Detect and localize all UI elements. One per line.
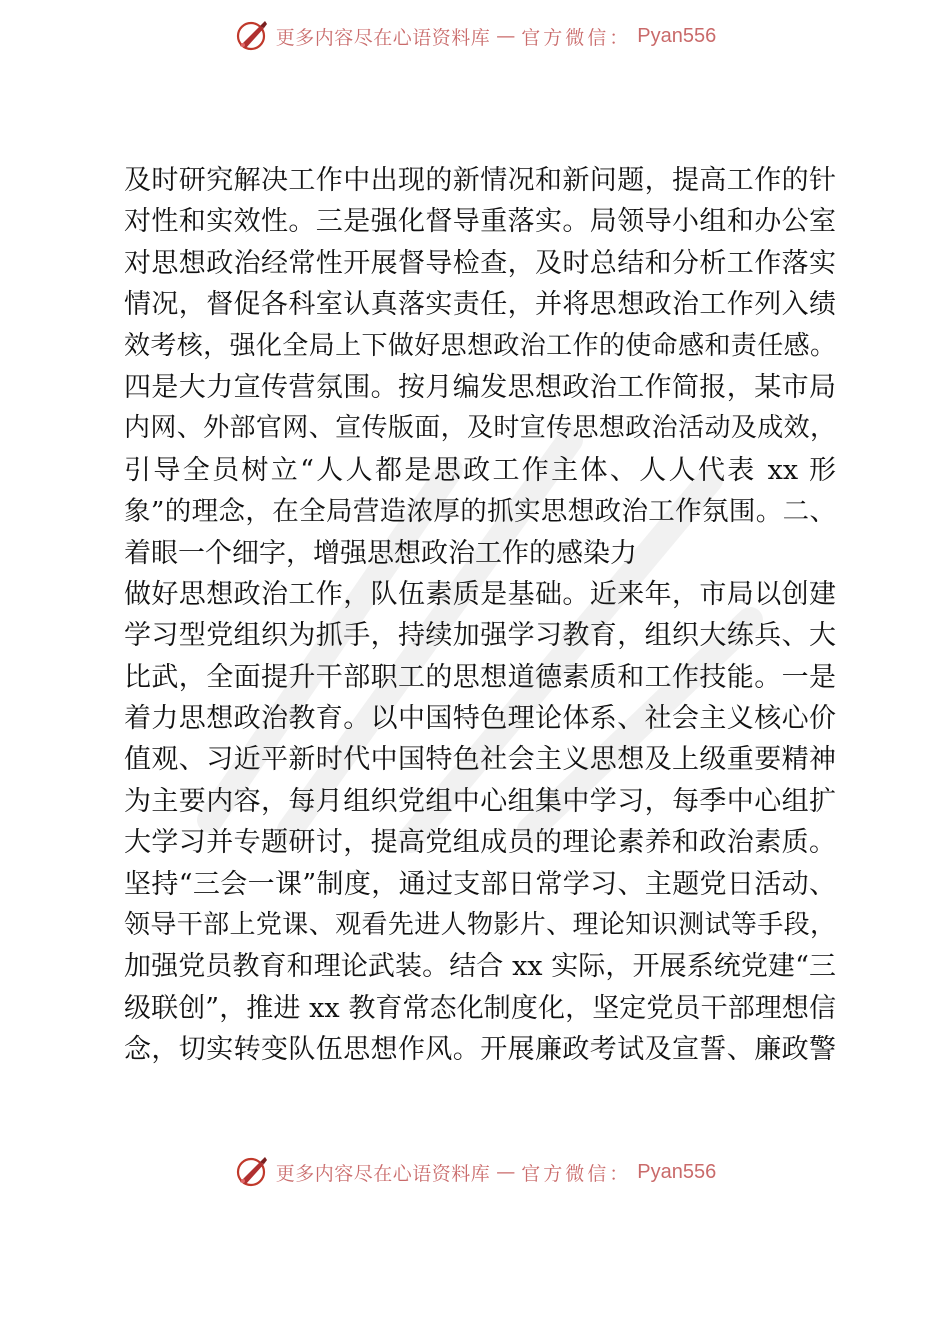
body-line: 着力思想政治教育。以中国特色理论体系、社会主义核心价	[124, 703, 836, 735]
body-line: 加强党员教育和理论武装。结合 xx 实际，开展系统党建“三	[124, 951, 836, 983]
body-line: 值观、习近平新时代中国特色社会主义思想及上级重要精神	[124, 744, 836, 776]
body-line: 学习型党组织为抓手，持续加强学习教育，组织大练兵、大	[124, 620, 836, 652]
body-line: 级联创”，推进 xx 教育常态化制度化，坚定党员干部理想信	[124, 992, 836, 1024]
body-line: 大学习并专题研讨，提高党组成员的理论素养和政治素质。	[124, 827, 836, 859]
pen-logo-icon	[234, 1154, 270, 1190]
footer-text: 更多内容尽在心语资料库	[275, 1162, 491, 1185]
header-separator: —	[496, 25, 516, 47]
body-line: 及时研究解决工作中出现的新情况和新问题，提高工作的针	[124, 165, 836, 196]
footer-wechat-id: Pyan556	[637, 1160, 717, 1183]
footer-wechat-label: 官方微信：	[521, 1162, 632, 1185]
body-line: 比武，全面提升干部职工的思想道德素质和工作技能。一是	[124, 661, 836, 693]
header-wechat-id: Pyan556	[637, 24, 717, 47]
body-line: 为主要内容，每月组织党组中心组集中学习，每季中心组扩	[124, 785, 836, 817]
body-line: 对性和实效性。三是强化督导重落实。局领导小组和办公室	[124, 206, 836, 238]
section-heading-line: 着眼一个细字，增强思想政治工作的感染力	[124, 537, 637, 569]
body-line: 四是大力宣传营氛围。按月编发思想政治工作简报，某市局	[124, 371, 836, 403]
body-line: 对思想政治经常性开展督导检查，及时总结和分析工作落实	[124, 247, 836, 279]
body-line: 情况，督促各科室认真落实责任，并将思想政治工作列入绩	[124, 289, 836, 321]
body-line: 内网、外部官网、宣传版面，及时宣传思想政治活动及成效，	[124, 413, 836, 444]
body-line: 做好思想政治工作，队伍素质是基础。近来年，市局以创建	[124, 578, 836, 610]
body-line: 象”的理念，在全局营造浓厚的抓实思想政治工作氛围。二、	[124, 496, 836, 528]
footer-separator: —	[496, 1161, 516, 1183]
body-line: 念，切实转变队伍思想作风。开展廉政考试及宣誓、廉政警	[124, 1034, 836, 1066]
header-text: 更多内容尽在心语资料库	[275, 26, 491, 49]
header-wechat-label: 官方微信：	[521, 26, 632, 49]
header-banner	[0, 16, 950, 56]
body-line: 引导全员树立“人人都是思政工作主体、人人代表 xx 形	[124, 454, 836, 486]
body-line: 领导干部上党课、观看先进人物影片、理论知识测试等手段，	[124, 910, 836, 941]
footer-banner	[0, 1152, 950, 1192]
body-line: 坚持“三会一课”制度，通过支部日常学习、主题党日活动、	[124, 868, 836, 900]
pen-logo-icon	[234, 18, 270, 54]
document-body	[124, 160, 836, 1071]
body-line: 效考核，强化全局上下做好思想政治工作的使命感和责任感。	[124, 330, 836, 361]
